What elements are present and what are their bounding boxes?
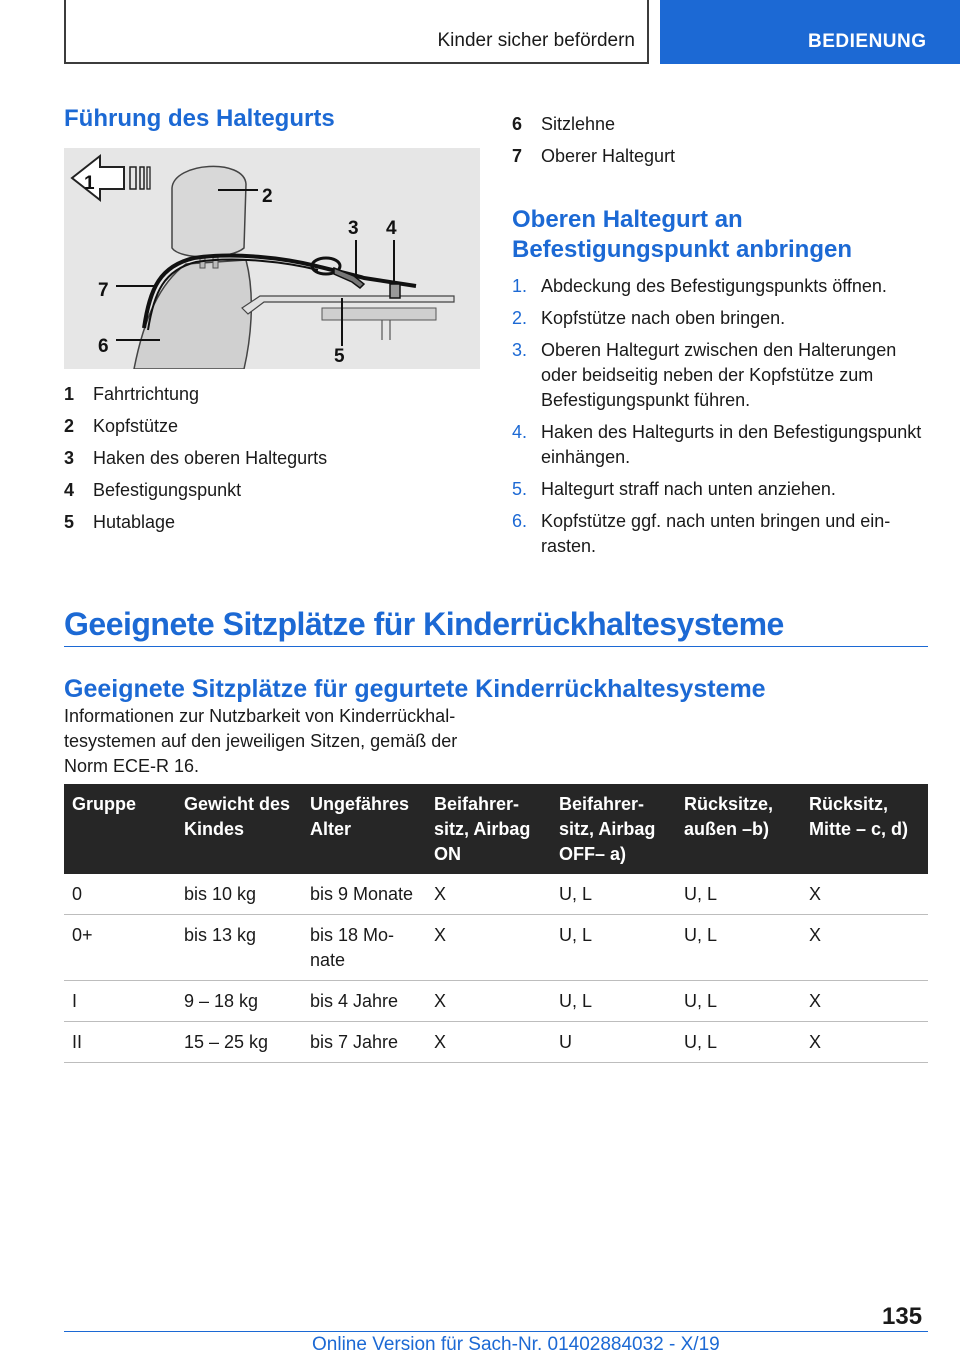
step-item: 3. Oberen Haltegurt zwischen den Halterungen oder beidseitig neben der Kopfstütze zum Befestigungspunkt führen. — [512, 340, 897, 410]
callout-5: 5 — [334, 346, 345, 367]
attach-steps — [512, 274, 928, 566]
step-item: 2. Kopfstütze nach oben bringen. — [512, 308, 786, 328]
attach-heading: Oberen Haltegurt an Befestigungspunkt anbringen — [512, 206, 853, 263]
seats-heading: Geeignete Sitzplätze für Kinderrückhaltesysteme — [64, 606, 784, 642]
chapter-title: Kinder sicher befördern — [437, 30, 635, 51]
callout-3: 3 — [348, 218, 359, 239]
callout-1: 1 — [84, 173, 95, 194]
seats-subheading: Geeignete Sitzplätze für gegurtete Kinderrückhaltesysteme — [64, 675, 766, 703]
callout-4: 4 — [386, 218, 397, 239]
anchor-point — [390, 284, 400, 298]
callout-7: 7 — [98, 280, 109, 301]
seat-suitability-table — [64, 784, 928, 1063]
step-item: 1. Abdeckung des Befestigungspunkts öffnen. — [512, 276, 887, 296]
table-row: I 9 – 18 kg bis 4 Jahre X U, L U, L X — [64, 981, 928, 1022]
section-divider — [64, 646, 928, 647]
tether-illustration — [64, 148, 480, 369]
section-tab-label: BEDIENUNG — [808, 31, 927, 52]
step-item: 6. Kopfstütze ggf. nach unten bringen und einrasten. — [512, 511, 891, 556]
table-row: II 15 – 25 kg bis 7 Jahre X U U, L X — [64, 1022, 928, 1063]
tether-diagram — [64, 148, 480, 369]
callout-6: 6 — [98, 336, 109, 357]
headrest — [172, 166, 246, 257]
table-row: 0 bis 10 kg bis 9 Monate X U, L U, L X — [64, 874, 928, 915]
header-chapter-box — [64, 0, 649, 64]
col-header: Rücksitz, Mitte – c, d) — [801, 784, 928, 874]
col-header: Gewicht des Kindes — [176, 784, 302, 874]
col-header: Beifahrersitz, Airbag ON — [426, 784, 551, 874]
table-row: 0+ bis 13 kg bis 18 Monate X U, L U, L X — [64, 915, 928, 981]
seats-intro: Informationen zur Nutzbarkeit von Kinderrückhaltesystemen auf den jeweiligen Sitzen, gemäß der Norm ECE-R 16. — [64, 706, 458, 776]
step-item: 4. Haken des Haltegurts in den Befestigungspunkt einhängen. — [512, 422, 922, 467]
page-number: 135 — [882, 1303, 923, 1330]
callout-2: 2 — [262, 186, 273, 207]
col-header: Beifahrersitz, Airbag OFF– a) — [551, 784, 676, 874]
footer-online-version: Online Version für Sach-Nr. 01402884032 - X/19 — [312, 1334, 720, 1355]
footer-divider — [64, 1331, 928, 1332]
step-item: 5. Haltegurt straff nach unten anziehen. — [512, 479, 836, 499]
col-header: Gruppe — [64, 784, 176, 874]
col-header: Rücksitze, außen –b) — [676, 784, 801, 874]
table-header-row — [64, 784, 928, 874]
col-header: Ungefähres Alter — [302, 784, 426, 874]
guide-heading: Führung des Haltegurts — [64, 105, 335, 132]
section-tab[interactable] — [660, 0, 960, 64]
